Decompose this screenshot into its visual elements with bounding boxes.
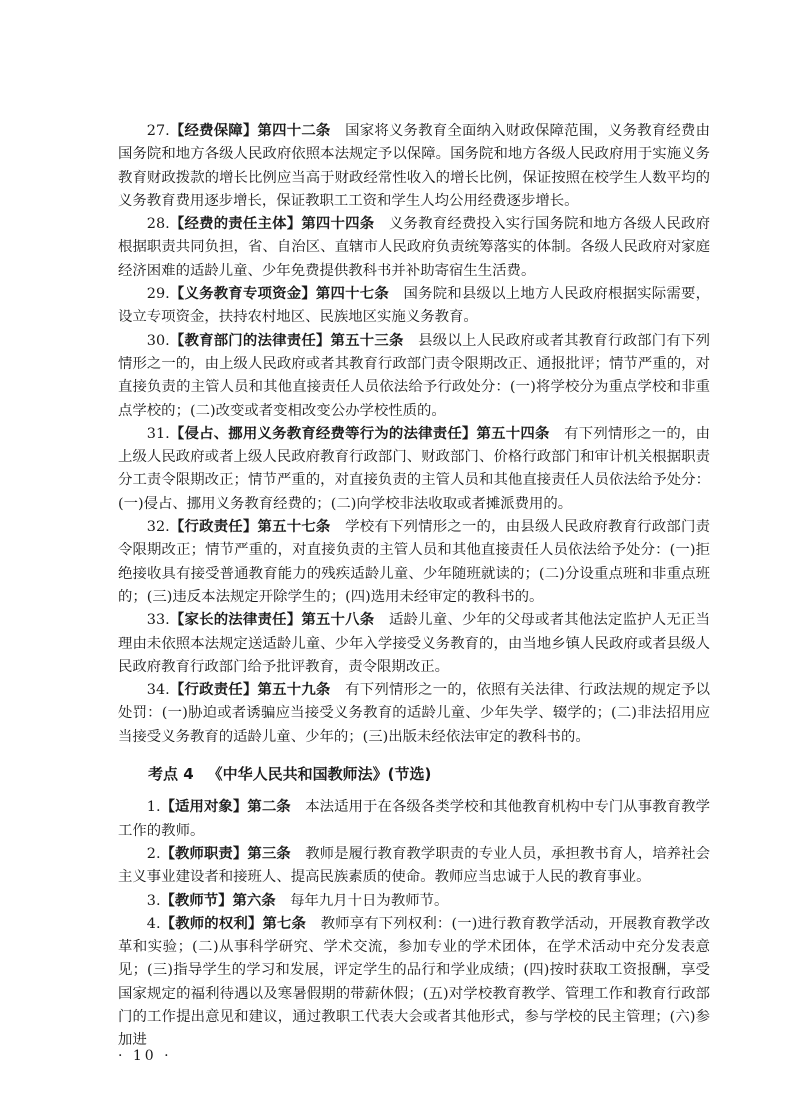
article-item [118, 913, 710, 1053]
page-body [118, 120, 710, 1053]
item-number: 28. [146, 216, 170, 233]
section-compulsory-education-law [118, 120, 710, 749]
item-label: 【教师的权利】 [160, 915, 263, 932]
item-text: 有下列情形之一的，由上级人民政府或者上级人民政府教育行政部门、财政部门、价格行政部门和审计机关根据职责分工责令限期改正；情节严重的，对直接负责的主管人员和其他直接责任人员依法给予处分：(一)侵占、挪用义务教育经费的；(二)向学校非法收取或者摊派费用的。 [118, 425, 710, 512]
item-text: 义务教育经费投入实行国务院和地方各级人民政府根据职责共同负担，省、自治区、直辖市人民政府负责统筹落实的体制。各级人民政府对家庭经济困难的适龄儿童、少年免费提供教科书并补助寄宿生生活费。 [118, 216, 710, 279]
article-item [118, 843, 710, 890]
article-number: 第四十二条 [257, 123, 331, 139]
item-label: 【义务教育专项资金】 [169, 286, 316, 303]
item-text: 国务院和县级以上地方人民政府根据实际需要，设立专项资金，扶持农村地区、民族地区实施义务教育。 [118, 286, 710, 326]
item-label: 【侵占、挪用义务教育经费等行为的法律责任】 [169, 425, 477, 442]
article-number: 第六条 [232, 892, 276, 909]
article-item [118, 330, 710, 423]
item-label: 【家长的法律责任】 [169, 612, 302, 629]
item-text: 适龄儿童、少年的父母或者其他法定监护人无正当理由未依照本法规定送适龄儿童、少年入学接受义务教育的，由当地乡镇人民政府或者县级人民政府教育行政部门给予批评教育，责令限期改正。 [118, 612, 710, 675]
item-number: 4. [146, 915, 161, 932]
article-item [118, 796, 710, 843]
item-label: 【适用对象】 [160, 799, 248, 816]
page-number: · 10 · [118, 1048, 172, 1064]
item-number: 33. [146, 612, 170, 629]
article-item [118, 283, 710, 330]
article-number: 第四十七条 [315, 286, 389, 303]
item-label: 【经费的责任主体】 [169, 216, 302, 233]
article-number: 第五十七条 [257, 519, 331, 536]
item-number: 1. [146, 799, 161, 816]
item-text: 有下列情形之一的，依照有关法律、行政法规的规定予以处罚：(一)胁迫或者诱骗应当接受义务教育的适龄儿童、少年失学、辍学的；(二)非法招用应当接受义务教育的适龄儿童、少年的；(三)出版未经依法审定的教科书的。 [118, 682, 710, 745]
item-number: 2. [146, 845, 161, 862]
item-number: 29. [146, 286, 170, 303]
article-item [118, 609, 710, 679]
item-text: 教师享有下列权利：(一)进行教育教学活动，开展教育教学改革和实验；(二)从事科学研究、学术交流，参加专业的学术团体，在学术活动中充分发表意见；(三)指导学生的学习和发展，评定学生的品行和学业成绩；(四)按时获取工资报酬，享受国家规定的福利待遇以及寒暑假期的带薪休假；(五)对学校教育教学、管理工作和教育行政部门的工作提出意见和建议，通过教职工代表大会或者其他形式，参与学校的民主管理；(六)参加进 [118, 915, 710, 1049]
item-label: 【行政责任】 [169, 682, 258, 699]
article-number: 第三条 [247, 845, 291, 862]
item-number: 34. [146, 682, 170, 699]
article-item [118, 516, 710, 609]
article-item [118, 423, 710, 516]
item-number: 32. [146, 519, 170, 536]
heading-number: 考点 4 [148, 765, 194, 784]
article-item [118, 213, 710, 283]
item-text: 本法适用于在各级各类学校和其他教育机构中专门从事教育教学工作的教师。 [118, 799, 710, 839]
item-text: 学校有下列情形之一的，由县级人民政府教育行政部门责令限期改正；情节严重的，对直接负责的主管人员和其他直接责任人员依法给予处分：(一)拒绝接收具有接受普通教育能力的残疾适龄儿童、少年随班就读的；(二)分设重点班和非重点班的；(三)违反本法规定开除学生的；(四)选用未经审定的教科书的。 [118, 519, 710, 605]
item-number: 27. [146, 123, 170, 139]
item-text: 国家将义务教育全面纳入财政保障范围，义务教育经费由国务院和地方各级人民政府依照本法规定予以保障。国务院和地方各级人民政府用于实施义务教育财政拨款的增长比例应当高于财政经常性收入的增长比例，保证按照在校学生人数平均的义务教育费用逐步增长，保证教职工工资和学生人均公用经费逐步增长。 [118, 123, 710, 209]
item-label: 【教师节】 [160, 892, 233, 909]
item-label: 【行政责任】 [169, 519, 258, 536]
article-number: 第四十四条 [301, 216, 375, 233]
article-number: 第二条 [247, 799, 291, 816]
article-item [118, 120, 710, 213]
item-number: 3. [146, 892, 161, 909]
article-item [118, 890, 710, 913]
item-text: 教师是履行教育教学职责的专业人员，承担教书育人，培养社会主义事业建设者和接班人、提高民族素质的使命。教师应当忠诚于人民的教育事业。 [118, 845, 710, 886]
article-item [118, 679, 710, 749]
article-number: 第五十九条 [257, 682, 331, 699]
item-number: 31. [146, 425, 170, 442]
item-text: 县级以上人民政府或者其教育行政部门有下列情形之一的，由上级人民政府或者其教育行政部门责令限期改正、通报批评；情节严重的，对直接负责的主管人员和其他直接责任人员依法给予行政处分：(一)将学校分为重点学校和非重点学校的；(二)改变或者变相改变公办学校性质的。 [118, 332, 710, 419]
item-text: 每年九月十日为教师节。 [275, 892, 449, 909]
item-label: 【经费保障】 [169, 123, 258, 139]
section-teachers-law [118, 796, 710, 1052]
item-label: 【教育部门的法律责任】 [169, 332, 331, 349]
article-number: 第七条 [262, 915, 307, 932]
article-number: 第五十八条 [301, 612, 375, 629]
heading-title: 《中华人民共和国教师法》(节选) [207, 765, 432, 784]
item-number: 30. [146, 332, 170, 349]
section-heading [148, 763, 710, 786]
article-number: 第五十三条 [330, 332, 404, 349]
item-label: 【教师职责】 [160, 845, 248, 862]
article-number: 第五十四条 [476, 425, 550, 442]
